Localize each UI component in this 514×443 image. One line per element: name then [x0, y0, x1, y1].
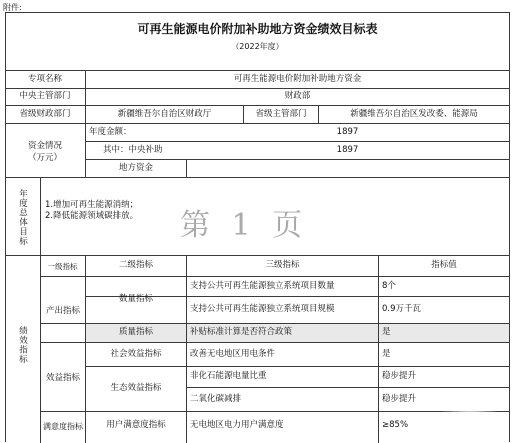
project-name-label: 专项名称 [27, 73, 62, 84]
level2-eco: 生态效益指标 [110, 383, 162, 394]
funds-label-line1: 资金情况 [27, 140, 62, 151]
project-name-value: 可再生能源电价附加补助地方资金 [233, 73, 362, 84]
level2-user: 用户满意度指标 [106, 420, 166, 431]
level3-q1: 支持公共可再生能源独立系统项目数量 [190, 280, 335, 291]
year-label: （2022年度） [231, 42, 284, 52]
level3-eco1: 非化石能源电量比重 [190, 371, 267, 382]
finance-dept-value: 新疆维吾尔自治区财政厅 [117, 108, 212, 119]
annual-goal-item-2: 2.降低能源领域碳排放。 [45, 211, 139, 222]
value-user: ≥85% [382, 420, 409, 431]
level3-social: 改善无电地区用电条件 [190, 348, 276, 359]
annual-amount-label: 年度金额： [89, 126, 132, 137]
group-output: 产出指标 [45, 305, 80, 316]
blur-overlay [440, 395, 500, 435]
value-q2: 0.9万千瓦 [382, 304, 422, 315]
header-value: 指标值 [431, 260, 457, 271]
annual-amount-value: 1897 [336, 126, 359, 137]
level3-quality: 补贴标准计算是否符合政策 [190, 327, 293, 338]
prov-dept-value: 新疆维吾尔自治区发改委、能源局 [350, 108, 478, 119]
page-watermark: 第 1 页 [180, 208, 309, 243]
funds-label-line2: （万元） [27, 152, 62, 163]
attachment-label: 附件: [3, 3, 22, 13]
value-eco1: 稳步提升 [382, 371, 417, 382]
level3-eco2: 二氧化碳减排 [190, 393, 242, 404]
level2-quality: 质量指标 [118, 327, 153, 338]
value-quality: 是 [382, 327, 391, 338]
group-benefit: 效益指标 [45, 373, 80, 383]
prov-dept-label: 省级主管部门 [255, 108, 307, 119]
annual-goal-label: 年度总体目标 [17, 188, 28, 246]
central-subsidy-label: 其中：中央补助 [103, 144, 163, 155]
group-satisfaction: 满意度指标 [43, 421, 83, 431]
local-funds-value [187, 160, 509, 177]
value-social: 是 [382, 348, 391, 359]
central-subsidy-value: 1897 [336, 144, 359, 155]
central-dept-value: 财政部 [284, 91, 311, 102]
level2-social: 社会效益指标 [110, 348, 162, 359]
frame-right [509, 12, 510, 442]
value-q1: 8个 [382, 280, 396, 291]
page-title: 可再生能源电价附加补助地方资金绩效目标表 [137, 22, 378, 37]
level2-quantity: 数量指标 [118, 294, 153, 305]
central-dept-label: 中央主管部门 [19, 91, 71, 102]
level3-q2: 支持公共可再生能源独立系统项目规模 [190, 304, 335, 315]
value-eco2: 稳步提升 [382, 393, 417, 404]
frame-top [5, 12, 510, 13]
header-level1: 一级指标 [47, 261, 78, 271]
finance-dept-label: 省级财政部门 [19, 108, 71, 119]
local-funds-label: 地方资金 [118, 162, 153, 173]
funds-label [5, 124, 85, 177]
header-level3: 三级指标 [265, 260, 300, 271]
annual-goal-item-1: 1.增加可再生能源消纳； [45, 200, 139, 210]
level3-user: 无电地区电力用户满意度 [190, 420, 284, 431]
header-level2: 二级指标 [118, 260, 153, 271]
indicators-section-label: 绩效指标 [17, 326, 28, 364]
